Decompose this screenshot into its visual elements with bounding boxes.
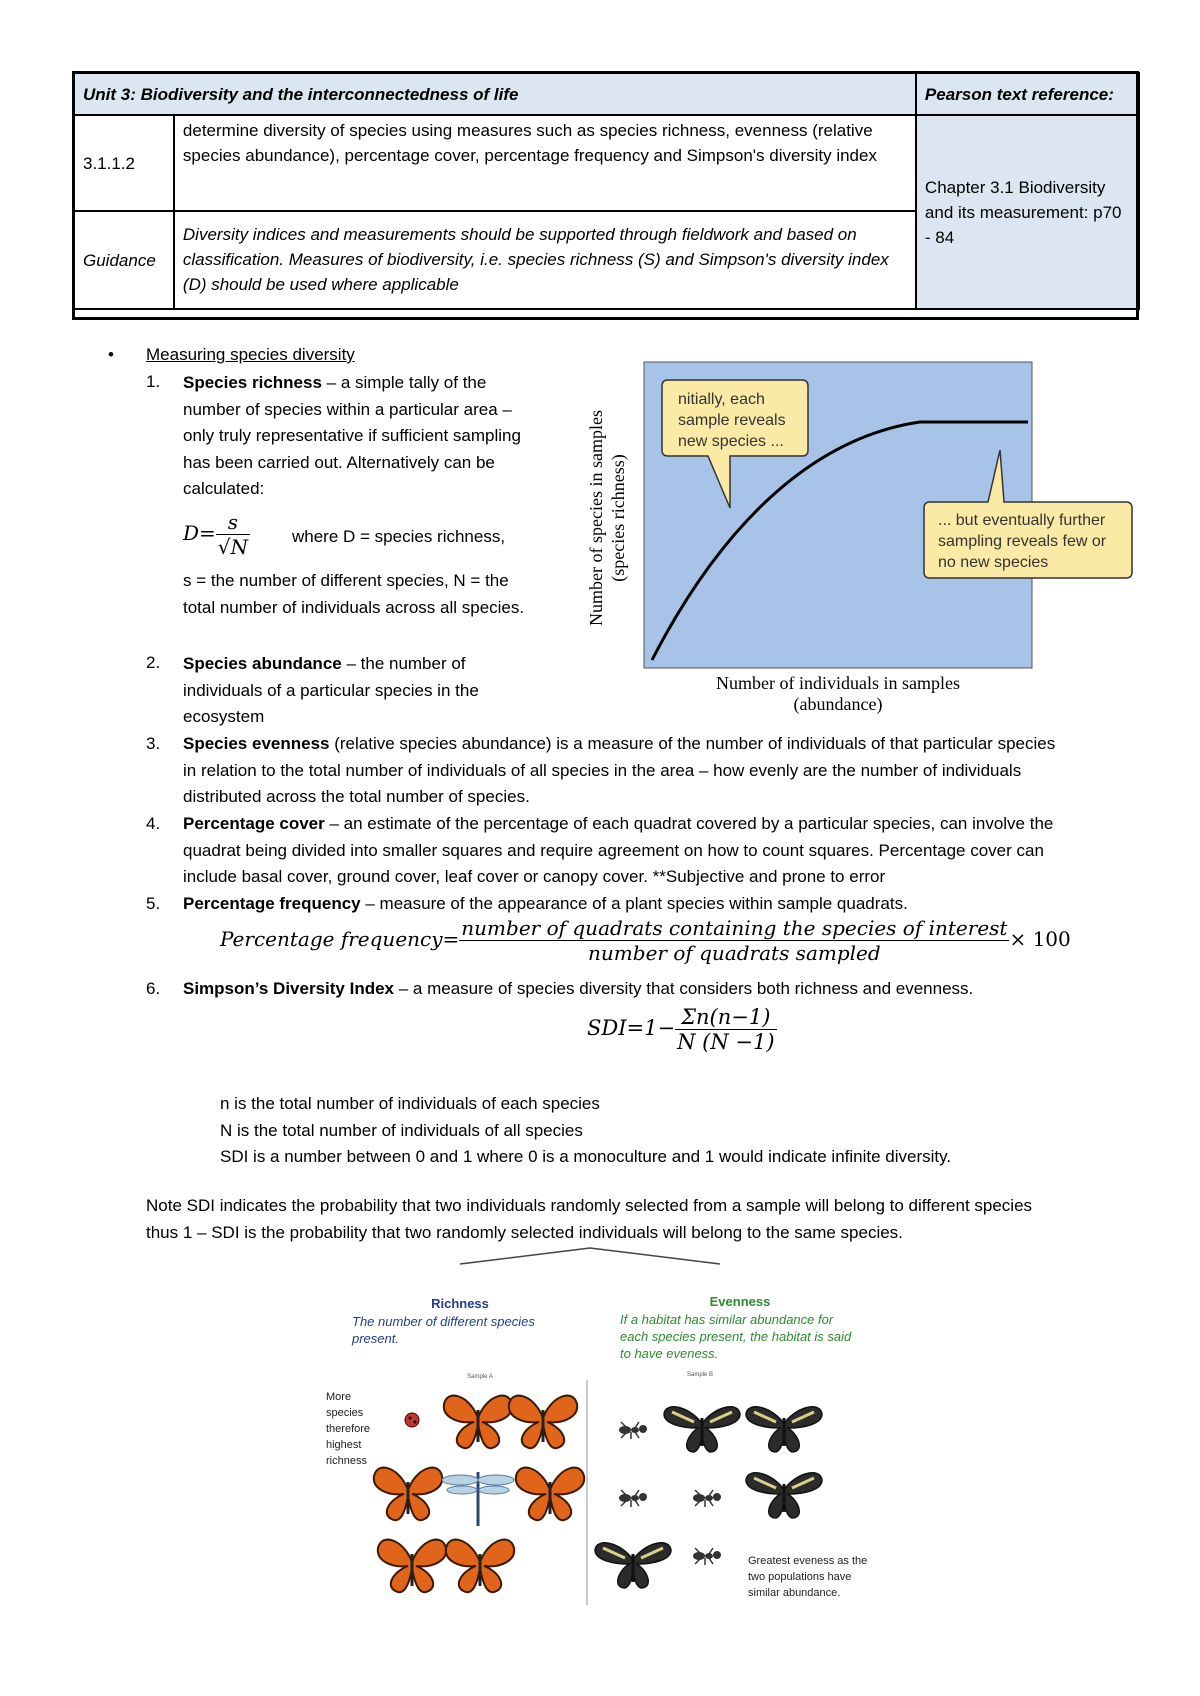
item-1-line-2: number of species within a particular area –: [183, 399, 512, 419]
item-species-richness: [183, 370, 521, 503]
eq1-numerator: s: [216, 510, 250, 535]
eq2-multiplier: × 100: [1009, 927, 1071, 951]
item-1-line-3: only truly representative if sufficient sampling: [183, 426, 521, 445]
richness-evenness-diagram: [300, 1240, 900, 1620]
item-4-line-1: – an estimate of the percentage of each quadrat covered by a particular species, can involve the: [324, 814, 1054, 833]
evenness-def-line1: If a habitat has similar abundance for: [620, 1312, 834, 1327]
item-simpsons-index: [183, 976, 973, 1003]
callout2-line3: no new species: [938, 554, 1049, 571]
richness-def-line1: The number of different species: [352, 1314, 535, 1329]
eq1-where: where D = species richness,: [292, 527, 506, 546]
item-number-1: 1.: [146, 372, 161, 391]
ladybird-icon: [405, 1413, 419, 1427]
eq3-denominator: N (N −1): [677, 1030, 775, 1054]
definition-sdi-range: SDI is a number between 0 and 1 where 0 is a monoculture and 1 would indicate infinite diversity.: [220, 1147, 952, 1166]
objective-text: determine diversity of species using measures such as species richness, evenness (relative species abundance), percentage cover, percentage frequency and Simpson's diversity index: [174, 115, 916, 211]
monarch-butterfly-icon: [516, 1468, 584, 1521]
term-species-evenness: Species evenness: [183, 734, 330, 753]
eq1-lhs: D=: [183, 521, 216, 545]
sample-a-label: Sample A: [467, 1374, 493, 1380]
evenness-def-line2: each species present, the habitat is said: [620, 1329, 852, 1344]
unit-header-table: [73, 72, 1140, 310]
ant-icon: [619, 1490, 647, 1507]
richness-title: Richness: [431, 1296, 489, 1311]
callout2-line2: sampling reveals few or: [938, 533, 1107, 550]
objective-code: 3.1.1.2: [74, 115, 174, 211]
evenness-title: Evenness: [709, 1294, 771, 1309]
callout2-line1: ... but eventually further: [938, 512, 1106, 529]
section-title: Measuring species diversity: [146, 345, 355, 364]
diagram-bracket: [460, 1248, 720, 1264]
item-number-5: 5.: [146, 894, 161, 913]
equation-species-richness: [183, 510, 250, 559]
eq2-denominator: number of quadrats sampled: [588, 941, 881, 965]
richness-note-2: species: [326, 1407, 364, 1419]
eq1-denominator: √N: [217, 535, 249, 559]
swallowtail-butterfly-icon: [664, 1407, 740, 1452]
monarch-butterfly-icon: [446, 1540, 514, 1593]
evenness-note-1: Greatest eveness as the: [748, 1555, 868, 1567]
item-number-6: 6.: [146, 979, 161, 998]
richness-def-line2: present.: [352, 1331, 399, 1346]
richness-note-1: More: [326, 1391, 352, 1403]
item-1-line-1: – a simple tally of the: [321, 373, 487, 392]
item-1-line-4: has been carried out. Alternatively can be: [183, 452, 495, 472]
equation-simpsons-index: [587, 1005, 777, 1054]
richness-note-4: highest: [326, 1439, 362, 1451]
term-simpsons-index: Simpson’s Diversity Index: [183, 979, 394, 998]
item-4-line-3: include basal cover, ground cover, leaf cover or canopy cover. **Subjective and prone to error: [183, 867, 886, 886]
sample-b-label: Sample B: [686, 1372, 714, 1378]
eq3-numerator: Σn(n−1): [675, 1005, 776, 1030]
item-species-evenness: [183, 731, 1055, 811]
graph-xlabel-2: (abundance): [793, 694, 883, 714]
item-4-line-2: quadrat being divided into smaller squares and require agreement on how to count squares. Percentage cover can: [183, 840, 1044, 860]
definition-N: N is the total number of individuals of all species: [220, 1120, 583, 1140]
ant-icon: [693, 1548, 721, 1565]
sdi-definitions: [220, 1091, 951, 1171]
item-1-line-6: s = the number of different species, N = the: [183, 571, 509, 590]
monarch-butterfly-icon: [374, 1468, 442, 1521]
item-1-definitions: [183, 568, 524, 621]
item-species-abundance: [183, 651, 479, 731]
ant-icon: [619, 1422, 647, 1439]
bullet-icon: •: [108, 345, 114, 364]
richness-note-3: therefore: [326, 1423, 371, 1435]
item-number-3: 3.: [146, 734, 161, 753]
graph-ylabel-1: Number of species in samples: [586, 410, 606, 626]
dragonfly-icon: [442, 1472, 514, 1526]
evenness-note: [748, 1555, 867, 1599]
monarch-butterfly-icon: [444, 1396, 512, 1449]
monarch-butterfly-icon: [378, 1540, 446, 1593]
eq2-numerator: number of quadrats containing the species of interest: [461, 916, 1008, 940]
item-3-line-1: (relative species abundance) is a measure of the number of individuals of that particular species: [329, 734, 1056, 753]
evenness-note-2: two populations have: [748, 1571, 852, 1583]
item-3-line-2: in relation to the total number of individuals of all species in the area – how evenly are the number of individuals: [183, 760, 1022, 780]
item-2-line-2: individuals of a particular species in the: [183, 680, 479, 700]
item-3-line-3: distributed across the total number of species.: [183, 787, 530, 806]
term-species-richness: Species richness: [183, 373, 322, 392]
monarch-butterfly-icon: [509, 1396, 577, 1449]
callout1-line3: new species ...: [678, 433, 784, 450]
swallowtail-butterfly-icon: [746, 1473, 822, 1518]
text-reference: Chapter 3.1 Biodiversity and its measurement: p70 - 84: [916, 115, 1139, 309]
definition-n: n is the total number of individuals of each species: [220, 1094, 600, 1113]
eq3-lhs: SDI=1−: [587, 1016, 676, 1040]
eq2-lhs: Percentage frequency=: [220, 927, 460, 951]
item-6-line-1: – a measure of species diversity that considers both richness and evenness.: [394, 979, 974, 998]
swallowtail-butterfly-icon: [746, 1407, 822, 1452]
item-2-line-3: ecosystem: [183, 707, 265, 726]
note-line-1: Note SDI indicates the probability that two individuals randomly selected from a sample will belong to different species: [146, 1196, 1033, 1215]
item-number-2: 2.: [146, 653, 161, 672]
guidance-label: Guidance: [74, 211, 174, 309]
item-5-line-1: – measure of the appearance of a plant species within sample quadrats.: [360, 894, 908, 913]
term-percentage-frequency: Percentage frequency: [183, 894, 361, 913]
unit-title: Unit 3: Biodiversity and the interconnectedness of life: [74, 73, 916, 115]
ant-icon: [693, 1490, 721, 1507]
item-1-line-7: total number of individuals across all species.: [183, 597, 525, 617]
sdi-note: [146, 1193, 1032, 1246]
richness-note-5: richness: [326, 1455, 367, 1467]
graph-ylabel-2: (species richness): [608, 454, 628, 582]
text-reference-label: Pearson text reference:: [916, 73, 1139, 115]
callout1-line1: nitially, each: [678, 391, 765, 408]
equation-percentage-frequency: [220, 916, 1071, 965]
species-accumulation-graph: [580, 358, 1140, 716]
swallowtail-butterfly-icon: [595, 1543, 671, 1588]
callout1-line2: sample reveals: [678, 412, 786, 429]
graph-xlabel-1: Number of individuals in samples: [716, 673, 960, 693]
term-species-abundance: Species abundance: [183, 654, 342, 673]
richness-note: [326, 1391, 370, 1467]
note-line-2: thus 1 – SDI is the probability that two randomly selected individuals will belong to the same species.: [146, 1222, 903, 1242]
term-percentage-cover: Percentage cover: [183, 814, 325, 833]
item-number-4: 4.: [146, 814, 161, 833]
evenness-note-3: similar abundance.: [748, 1587, 841, 1599]
item-1-line-5: calculated:: [183, 479, 265, 498]
item-percentage-cover: [183, 811, 1053, 891]
item-2-line-1: – the number of: [341, 654, 466, 673]
guidance-text: Diversity indices and measurements should be supported through fieldwork and based on classification. Measures of biodiversity, i.e. species richness (S) and Simpson's diversity index (D) should be used where applicable: [174, 211, 916, 309]
item-percentage-frequency: [183, 891, 908, 918]
evenness-def-line3: to have eveness.: [620, 1346, 719, 1361]
